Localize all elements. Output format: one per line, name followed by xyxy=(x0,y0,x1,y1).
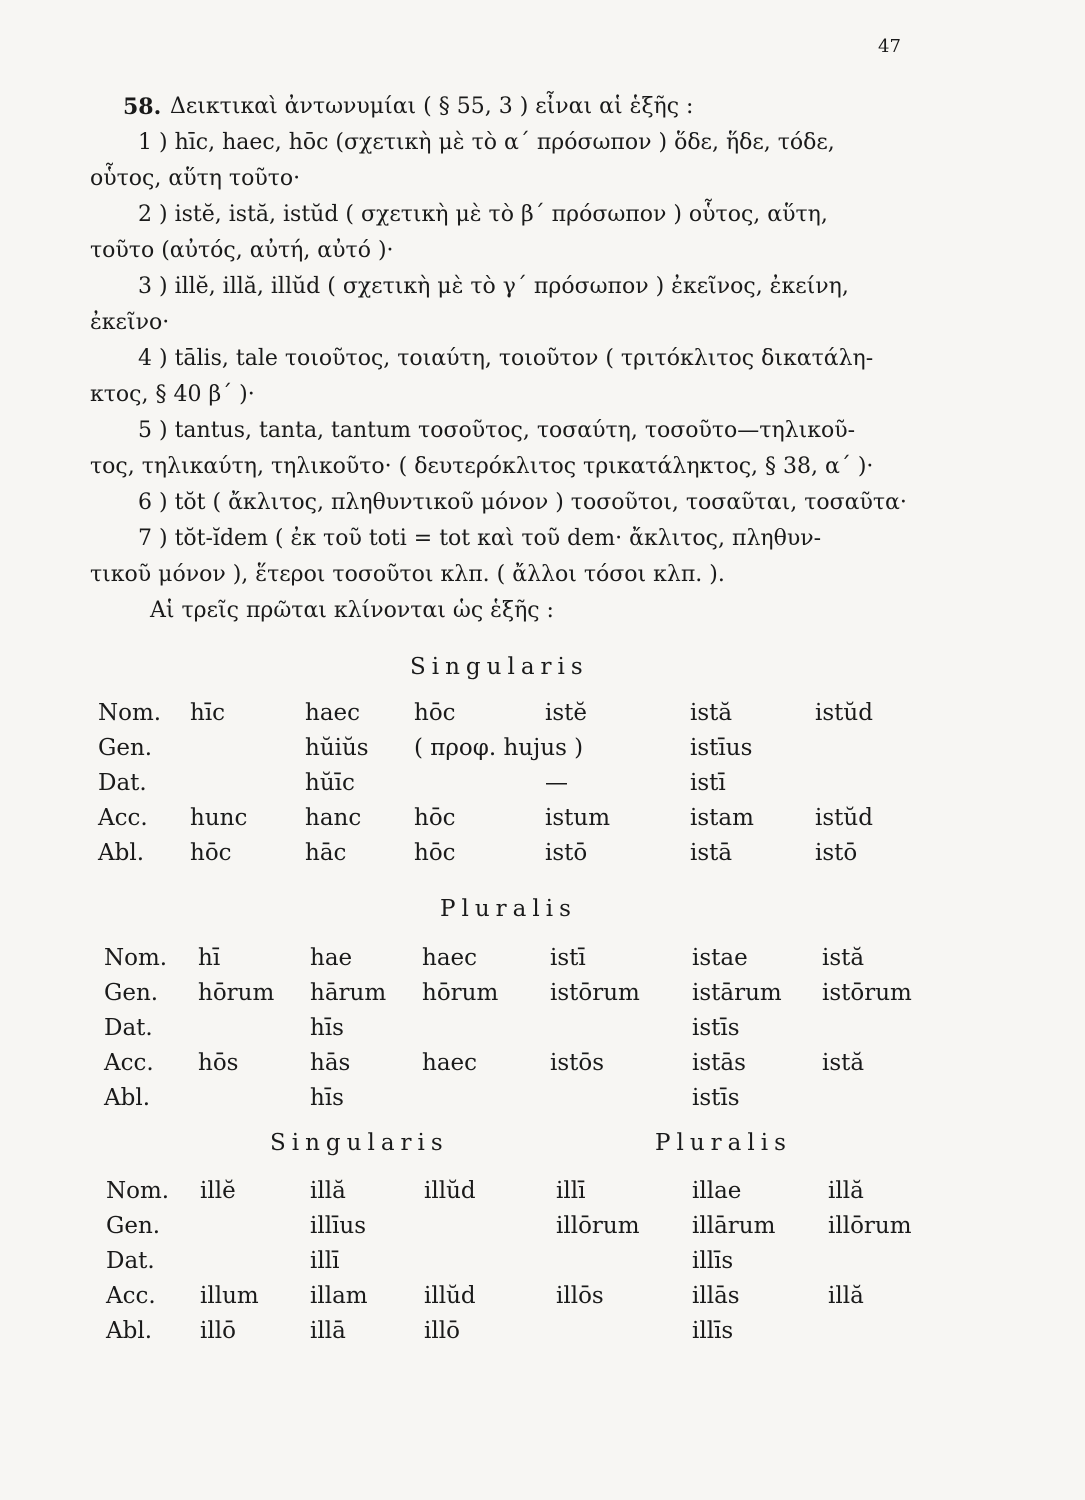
table-row xyxy=(0,700,1085,734)
table-cell: istī xyxy=(690,770,726,796)
table-cell: istōs xyxy=(550,1050,605,1076)
case-label: Gen. xyxy=(104,980,159,1006)
intro-line: 1 ) hīc, haec, hōc (σχετικὴ μὲ τὸ α΄ πρόσωπον ) ὅδε, ἥδε, τόδε, xyxy=(138,130,835,155)
table-cell: haec xyxy=(422,945,478,971)
table-cell: illīs xyxy=(692,1248,734,1274)
table-cell: hōc xyxy=(414,840,456,866)
table-cell: hāc xyxy=(305,840,347,866)
table-cell: hōc xyxy=(414,805,456,831)
case-label: Abl. xyxy=(104,1085,150,1111)
case-label: Nom. xyxy=(104,945,168,971)
case-label: Nom. xyxy=(106,1178,170,1204)
table3-heading-singular: Singularis xyxy=(270,1130,449,1156)
table-cell: illī xyxy=(556,1178,586,1204)
table-cell: istă xyxy=(822,1050,865,1076)
section-number xyxy=(123,94,161,120)
intro-line: 7 ) tŏt-ĭdem ( ἐκ τοῦ toti = tot καὶ τοῦ dem· ἄκλιτος, πληθυν- xyxy=(138,526,821,551)
table-cell: illum xyxy=(200,1283,259,1309)
intro-line: ἐκεῖνο· xyxy=(90,310,170,335)
table-cell: illae xyxy=(692,1178,742,1204)
section-number-label: 58. xyxy=(123,94,162,120)
intro-line: τικοῦ μόνον ), ἕτεροι τοσοῦτοι κλπ. ( ἄλλοι τόσοι κλπ. ). xyxy=(90,562,725,587)
table-cell: illŭd xyxy=(424,1283,476,1309)
table-cell: hōrum xyxy=(422,980,499,1006)
intro-line: 4 ) tālis, tale τοιοῦτος, τοιαύτη, τοιοῦτον ( τριτόκλιτος δικατάλη- xyxy=(138,346,874,371)
case-label: Acc. xyxy=(106,1283,156,1309)
table-cell: hōrum xyxy=(198,980,275,1006)
table-row xyxy=(0,1085,1085,1119)
table-cell: istīs xyxy=(692,1015,740,1041)
table-row xyxy=(0,1248,1085,1282)
table-cell: hī xyxy=(198,945,221,971)
intro-line: 3 ) illĕ, illă, illŭd ( σχετικὴ μὲ τὸ γ΄ πρόσωπον ) ἐκεῖνος, ἐκείνη, xyxy=(138,274,849,299)
case-label: Dat. xyxy=(104,1015,153,1041)
table-cell: illīus xyxy=(310,1213,367,1239)
table-cell: hōc xyxy=(190,840,232,866)
table-cell: istās xyxy=(692,1050,746,1076)
table-cell: illārum xyxy=(692,1213,776,1239)
table-cell: hīc xyxy=(190,700,226,726)
table-row xyxy=(0,805,1085,839)
table-row xyxy=(0,1318,1085,1352)
table-row xyxy=(0,1213,1085,1247)
table-cell: illă xyxy=(310,1178,346,1204)
table-cell: istārum xyxy=(692,980,782,1006)
table-cell: illīs xyxy=(692,1318,734,1344)
intro-line: 5 ) tantus, tanta, tantum τοσοῦτος, τοσαύτη, τοσοῦτο—τηλικοῦ- xyxy=(138,418,856,443)
table-cell: illōs xyxy=(556,1283,604,1309)
table-cell: illā xyxy=(310,1318,346,1344)
table-cell: illam xyxy=(310,1283,368,1309)
table-cell: istam xyxy=(690,805,754,831)
table-cell: illō xyxy=(424,1318,460,1344)
intro-line: τοῦτο (αὐτός, αὐτή, αὐτό )· xyxy=(90,238,394,263)
table-cell: istōrum xyxy=(822,980,912,1006)
table-cell: hīs xyxy=(310,1085,344,1111)
table-cell: hīs xyxy=(310,1015,344,1041)
table-cell: istā xyxy=(690,840,733,866)
table3-heading-plural: Pluralis xyxy=(655,1130,792,1156)
table-cell: hae xyxy=(310,945,353,971)
table-cell: istīus xyxy=(690,735,753,761)
table-cell: istum xyxy=(545,805,611,831)
intro-line: 2 ) istĕ, istă, istŭd ( σχετικὴ μὲ τὸ β΄ πρόσωπον ) οὗτος, αὕτη, xyxy=(138,202,828,227)
table-cell: haec xyxy=(305,700,361,726)
table-cell: hārum xyxy=(310,980,387,1006)
table-cell: hŭīc xyxy=(305,770,355,796)
table-cell: illōrum xyxy=(828,1213,912,1239)
intro-line: 6 ) tŏt ( ἄκλιτος, πληθυντικοῦ μόνον ) τοσοῦτοι, τοσαῦται, τοσαῦτα· xyxy=(138,490,907,515)
table-cell: istŭd xyxy=(815,700,873,726)
case-label: Abl. xyxy=(98,840,144,866)
case-label: Acc. xyxy=(104,1050,154,1076)
table-cell: illĕ xyxy=(200,1178,236,1204)
case-label: Nom. xyxy=(98,700,162,726)
intro-line: οὗτος, αὕτη τοῦτο· xyxy=(90,166,301,191)
table-cell: istae xyxy=(692,945,748,971)
table-row xyxy=(0,735,1085,769)
table-cell: ( προφ. hujus ) xyxy=(414,735,584,761)
table-cell: hōc xyxy=(414,700,456,726)
intro-line: τος, τηλικαύτη, τηλικοῦτο· ( δευτερόκλιτος τρικατάληκτος, § 38, α΄ )· xyxy=(90,454,874,479)
case-label: Dat. xyxy=(106,1248,155,1274)
table-row xyxy=(0,770,1085,804)
case-label: Acc. xyxy=(98,805,148,831)
table-cell: istōrum xyxy=(550,980,640,1006)
table-row xyxy=(0,840,1085,874)
table-cell: hās xyxy=(310,1050,351,1076)
table1-heading: Singularis xyxy=(410,654,589,680)
table-cell: istă xyxy=(690,700,733,726)
table-cell: istŭd xyxy=(815,805,873,831)
table-cell: hŭiŭs xyxy=(305,735,369,761)
table-cell: hunc xyxy=(190,805,248,831)
table-cell: istō xyxy=(545,840,588,866)
table-cell: — xyxy=(545,770,568,796)
intro-line: κτος, § 40 β΄ )· xyxy=(90,382,255,407)
case-label: Abl. xyxy=(106,1318,152,1344)
intro-line: Δεικτικαὶ ἀντωνυμίαι ( § 55, 3 ) εἶναι αἱ ἑξῆς : xyxy=(170,94,694,119)
case-label: Dat. xyxy=(98,770,147,796)
table-cell: istīs xyxy=(692,1085,740,1111)
table-cell: hōs xyxy=(198,1050,239,1076)
table-cell: istă xyxy=(822,945,865,971)
table-cell: illă xyxy=(828,1178,864,1204)
table-row xyxy=(0,1015,1085,1049)
case-label: Gen. xyxy=(98,735,153,761)
table-row xyxy=(0,980,1085,1014)
table-cell: hanc xyxy=(305,805,362,831)
table-cell: illŭd xyxy=(424,1178,476,1204)
table-cell: illă xyxy=(828,1283,864,1309)
table-cell: istō xyxy=(815,840,858,866)
table2-heading: Pluralis xyxy=(440,896,577,922)
table-row xyxy=(0,945,1085,979)
table-row xyxy=(0,1283,1085,1317)
table-cell: illōrum xyxy=(556,1213,640,1239)
table-cell: istĕ xyxy=(545,700,588,726)
table-cell: haec xyxy=(422,1050,478,1076)
page-number: 47 xyxy=(878,36,901,57)
table-cell: illō xyxy=(200,1318,236,1344)
table-cell: illās xyxy=(692,1283,740,1309)
table-row xyxy=(0,1050,1085,1084)
table-row xyxy=(0,1178,1085,1212)
case-label: Gen. xyxy=(106,1213,161,1239)
table-cell: illī xyxy=(310,1248,340,1274)
table-cell: istī xyxy=(550,945,586,971)
intro-line: Αἱ τρεῖς πρῶται κλίνονται ὡς ἑξῆς : xyxy=(150,598,554,623)
